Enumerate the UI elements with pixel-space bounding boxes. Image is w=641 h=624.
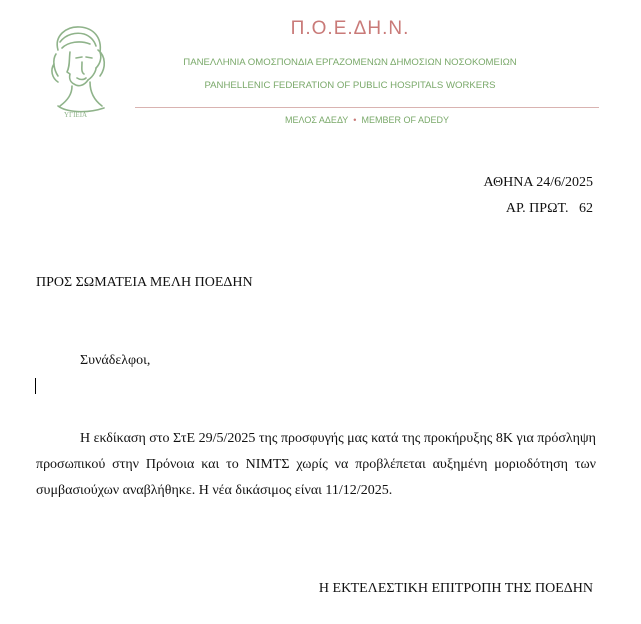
greeting: Συνάδελφοι, — [80, 353, 151, 368]
org-name-english: PANHELLENIC FEDERATION OF PUBLIC HOSPITALS WORKERS — [204, 80, 496, 91]
member-greek: ΜΕΛΟΣ ΑΔΕΔΥ — [285, 115, 349, 125]
header-divider — [135, 107, 599, 108]
member-english: MEMBER OF ADEDY — [361, 115, 449, 125]
recipient-line: ΠΡΟΣ ΣΩΜΑΤΕΙΑ ΜΕΛΗ ΠΟΕΔΗΝ — [36, 275, 253, 290]
hygeia-head-logo — [36, 20, 116, 120]
signature-line: Η ΕΚΤΕΛΕΣΤΙΚΗ ΕΠΙΤΡΟΠΗ ΤΗΣ ΠΟΕΔΗΝ — [318, 581, 593, 596]
org-acronym-title: Π.Ο.Ε.ΔΗ.Ν. — [290, 18, 410, 39]
protocol-number-line: ΑΡ. ΠΡΩΤ. 62 — [505, 201, 593, 216]
body-paragraph: Η εκδίκαση στο ΣτΕ 29/5/2025 της προσφυγής μας κατά της προκήρυξης 8Κ για πρόσληψη προσωπικού στην Πρόνοια και το ΝΙΜΤΣ χωρίς να προβλέπεται αυξημένη μοριοδότηση των συμβασιούχων αναβλήθηκε. Η νέα δικάσιμος είναι 11/12/2025. — [36, 431, 596, 498]
logo-caption: ΥΓΙΕΙΑ — [64, 111, 88, 119]
member-separator: • — [353, 115, 357, 125]
org-name-greek: ΠΑΝΕΛΛΗΝΙΑ ΟΜΟΣΠΟΝΔΙΑ ΕΡΓΑΖΟΜΕΝΩΝ ΔΗΜΟΣΙΩΝ ΝΟΣΟΚΟΜΕΙΩΝ — [183, 57, 517, 68]
text-cursor[interactable] — [35, 378, 36, 394]
membership-line — [135, 115, 599, 125]
date-line: ΑΘΗΝΑ 24/6/2025 — [483, 175, 593, 190]
